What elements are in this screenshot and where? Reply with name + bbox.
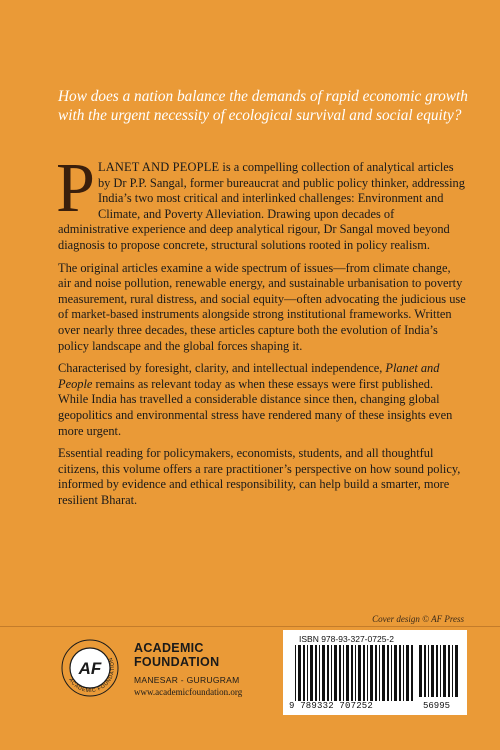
barcode-bar <box>431 645 434 697</box>
barcode-bar <box>394 645 397 701</box>
barcode-bar <box>399 645 401 701</box>
barcode-bar <box>424 645 426 697</box>
barcode-bar <box>322 645 325 701</box>
publisher-location: MANESAR - GURUGRAM <box>134 675 240 685</box>
barcode-bar <box>443 645 446 697</box>
barcode-bar <box>403 645 404 701</box>
barcode-bar <box>363 645 365 701</box>
intro-text: is a compelling collection of analytical articles by Dr P.P. Sangal, former bureaucrat and public policy thinker, addressing India’s two most critical and interlinked challenges: Environment and Climate, and Poverty Alleviation. Drawing upon decades of administrative experience and deep analytical rigour, Dr Sangal moved beyond diagnosis to propose concrete, structural solutions rooted in policy realism. <box>58 160 465 252</box>
isbn-label: ISBN 978-93-327-0725-2 <box>299 634 394 644</box>
barcode-bar <box>310 645 313 701</box>
barcode-bar <box>327 645 329 701</box>
publisher-name-line2: FOUNDATION <box>134 655 220 669</box>
barcode-bar <box>334 645 337 701</box>
cover-credit: Cover design © AF Press <box>372 614 464 624</box>
barcode-bar <box>370 645 373 701</box>
publisher-website: www.academicfoundation.org <box>134 687 243 697</box>
barcode-bar <box>391 645 392 701</box>
barcode-bar <box>358 645 361 701</box>
paragraph-3-post: remains as relevant today as when these essays were first published. While India has travelled a considerable distance since then, changing global geopolitics and environmental stress have rendered many of these insights even more urgent. <box>58 376 453 438</box>
drop-cap: P <box>56 150 95 227</box>
barcode-bar <box>346 645 349 701</box>
paragraph-2: The original articles examine a wide spectrum of issues—from climate change, air and noise pollution, renewable energy, and sustainable urbanisation to poverty measurement, rural distress, and social equity—often advocating the judicious use of market-based instruments alongside strong institutional frameworks. Written over nearly three decades, these articles capture both the evolution of India’s policy landscape and the global forces shaping it. <box>58 260 466 353</box>
barcode-bar <box>411 645 413 701</box>
barcode-addon-bars <box>419 645 461 697</box>
paragraph-4: Essential reading for policymakers, economists, students, and all thoughtful citizens, this volume offers a rare practitioner’s perspective on how sound policy, informed by evidence and ethical responsibility, can help build a smarter, more resilient Bharat. <box>58 446 461 507</box>
barcode-bar <box>436 645 438 697</box>
barcode-bar <box>343 645 344 701</box>
logo-ring-text: ACADEMIC FOUNDATION <box>67 656 117 695</box>
barcode-bar <box>452 645 453 697</box>
divider <box>0 626 500 627</box>
barcode-bar <box>382 645 385 701</box>
barcode-bar <box>355 645 356 701</box>
barcode-bar <box>387 645 389 701</box>
book-title-italic: Planet and People <box>58 361 440 391</box>
barcode-bar <box>440 645 441 697</box>
intro-paragraph <box>56 150 466 254</box>
barcode-bar <box>406 645 409 701</box>
barcode-bar <box>455 645 458 697</box>
barcode-digits: 9 789332 707252 <box>289 701 374 711</box>
barcode-bar <box>315 645 317 701</box>
barcode-bar <box>448 645 450 697</box>
barcode-bar <box>379 645 380 701</box>
barcode-bar <box>298 645 301 701</box>
publisher-logo-icon <box>60 638 120 698</box>
lead-caps: LANET AND PEOPLE <box>97 160 220 174</box>
barcode-addon-digits: 56995 <box>423 701 451 711</box>
barcode-bar <box>303 645 305 701</box>
blurb <box>56 150 466 515</box>
barcode-bar <box>351 645 353 701</box>
logo-letters: AF <box>78 659 102 678</box>
barcode-bar <box>295 645 296 701</box>
barcode-bar <box>331 645 332 701</box>
paragraph-3-pre: Characterised by foresight, clarity, and intellectual independence, <box>58 361 386 376</box>
barcode-bar <box>419 645 422 697</box>
barcode-bar <box>307 645 308 701</box>
barcode-bar <box>375 645 377 701</box>
barcode-bar <box>339 645 341 701</box>
publisher-info <box>134 641 242 697</box>
barcode <box>283 630 467 715</box>
publisher-name-line1: ACADEMIC <box>134 641 204 655</box>
tagline: How does a nation balance the demands of rapid economic growth with the urgent necessity of ecological survival and social equity? <box>58 88 468 124</box>
barcode-bar <box>367 645 368 701</box>
barcode-bars <box>295 645 415 701</box>
barcode-bar <box>428 645 429 697</box>
barcode-bar <box>319 645 320 701</box>
paragraph-3 <box>58 361 466 439</box>
